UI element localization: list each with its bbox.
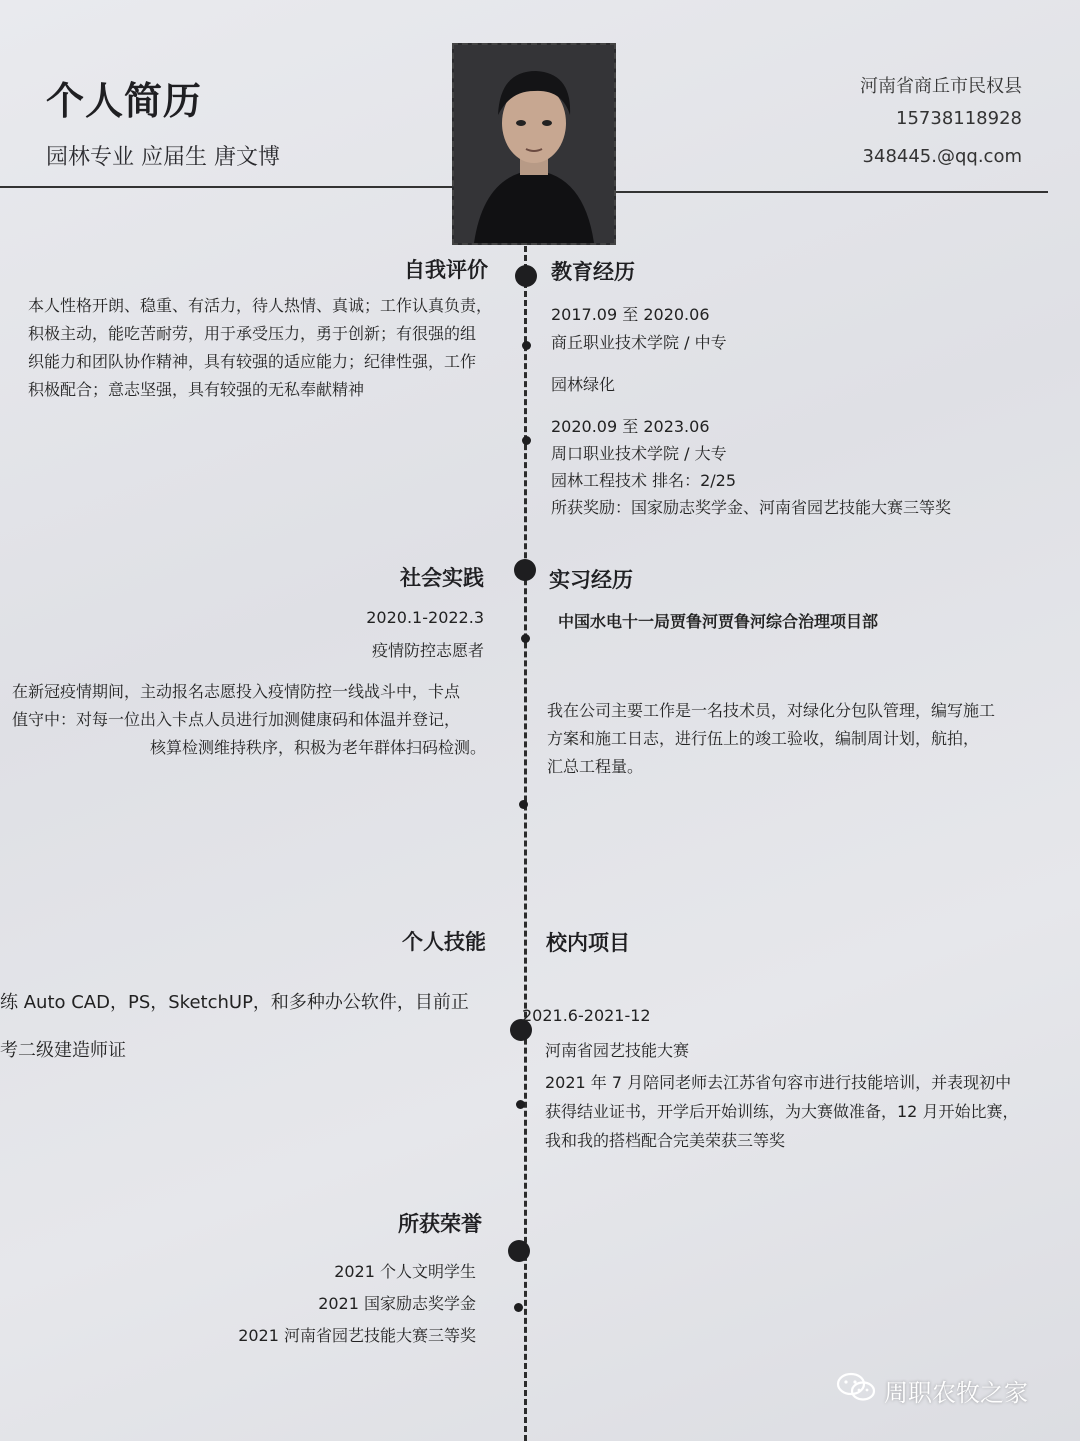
section-heading-social: 社会实践 xyxy=(400,566,484,590)
section-heading-internship: 实习经历 xyxy=(549,568,633,592)
watermark xyxy=(836,1372,1028,1408)
section-heading-honors: 所获荣誉 xyxy=(398,1212,482,1236)
project-text xyxy=(545,1068,1055,1155)
timeline-node xyxy=(514,559,536,581)
edu-period-1: 2017.09 至 2020.06 xyxy=(551,305,710,324)
timeline-node xyxy=(508,1240,530,1262)
watermark-text: 周职农牧之家 xyxy=(884,1378,1028,1407)
social-role: 疫情防控志愿者 xyxy=(371,641,484,660)
edu-awards: 所获奖励：国家励志奖学金、河南省园艺技能大赛三等奖 xyxy=(551,498,952,517)
timeline-marker xyxy=(516,1100,525,1109)
text-line: 方案和施工日志，进行伍上的竣工验收，编制周计划，航拍， xyxy=(547,729,980,748)
text-line: 积极配合；意志坚强，具有较强的无私奉献精神 xyxy=(28,380,365,399)
edu-period-2: 2020.09 至 2023.06 xyxy=(551,417,710,436)
text-line: 在新冠疫情期间，主动报名志愿投入疫情防控一线战斗中，卡点 xyxy=(12,682,461,701)
internship-text xyxy=(547,697,1047,781)
section-heading-skills: 个人技能 xyxy=(402,930,486,954)
timeline-marker xyxy=(519,800,528,809)
header-divider-left xyxy=(0,186,452,188)
text-line: 我在公司主要工作是一名技术员，对绿化分包队管理，编写施工 xyxy=(547,701,996,720)
honor-item: 2021 国家励志奖学金 xyxy=(318,1294,476,1313)
timeline-marker xyxy=(521,634,530,643)
email: 348445.@qq.com xyxy=(862,146,1022,167)
text-line: 2021 年 7 月陪同老师去江苏省句容市进行技能培训，并表现初中 xyxy=(545,1073,1012,1092)
edu-major-1: 园林绿化 xyxy=(551,375,616,394)
section-heading-education: 教育经历 xyxy=(551,260,635,284)
section-heading-self-eval: 自我评价 xyxy=(404,258,488,282)
wechat-icon xyxy=(836,1372,876,1408)
timeline-marker xyxy=(522,341,531,350)
header-divider-right xyxy=(612,191,1048,193)
honor-item: 2021 个人文明学生 xyxy=(334,1262,476,1281)
social-text xyxy=(12,678,486,762)
self-eval-text xyxy=(28,292,498,404)
timeline-marker xyxy=(514,1303,523,1312)
timeline-marker xyxy=(522,436,531,445)
resume-subtitle: 园林专业 应届生 唐文博 xyxy=(46,145,280,170)
honors-list xyxy=(176,1256,476,1352)
address: 河南省商丘市民权县 xyxy=(860,76,1022,97)
text-line: 积极主动，能吃苦耐劳，用于承受压力，勇于创新；有很强的组 xyxy=(28,324,477,343)
honor-item: 2021 河南省园艺技能大赛三等奖 xyxy=(238,1326,476,1345)
social-period: 2020.1-2022.3 xyxy=(366,608,484,627)
internship-company: 中国水电十一局贾鲁河贾鲁河综合治理项目部 xyxy=(558,612,879,631)
skills-line-1: 练 Auto CAD，PS，SketchUP，和多种办公软件，目前正 xyxy=(0,992,469,1013)
text-line: 本人性格开朗、稳重、有活力，待人热情、真诚；工作认真负责， xyxy=(28,296,493,315)
edu-school-1: 商丘职业技术学院 / 中专 xyxy=(551,333,727,352)
text-line: 汇总工程量。 xyxy=(547,757,644,776)
edu-school-2: 周口职业技术学院 / 大专 xyxy=(551,444,727,463)
project-period: 2021.6-2021-12 xyxy=(522,1006,651,1025)
text-line: 我和我的搭档配合完美荣获三等奖 xyxy=(545,1131,786,1150)
skills-line-2: 考二级建造师证 xyxy=(0,1040,126,1061)
text-line: 获得结业证书，开学后开始训练，为大赛做准备，12 月开始比赛， xyxy=(545,1102,1019,1121)
resume-title: 个人简历 xyxy=(46,79,203,123)
timeline-node xyxy=(515,265,537,287)
timeline-spine xyxy=(524,246,527,1441)
text-line: 值守中：对每一位出入卡点人员进行加测健康码和体温并登记， xyxy=(12,710,461,729)
phone: 15738118928 xyxy=(896,108,1022,129)
edu-major-2: 园林工程技术 排名：2/25 xyxy=(551,471,737,490)
project-name: 河南省园艺技能大赛 xyxy=(545,1041,690,1060)
text-line: 核算检测维持秩序，积极为老年群体扫码检测。 xyxy=(149,738,486,757)
section-heading-projects: 校内项目 xyxy=(546,931,630,955)
text-line: 织能力和团队协作精神，具有较强的适应能力；纪律性强，工作 xyxy=(28,352,477,371)
profile-photo xyxy=(452,43,616,245)
